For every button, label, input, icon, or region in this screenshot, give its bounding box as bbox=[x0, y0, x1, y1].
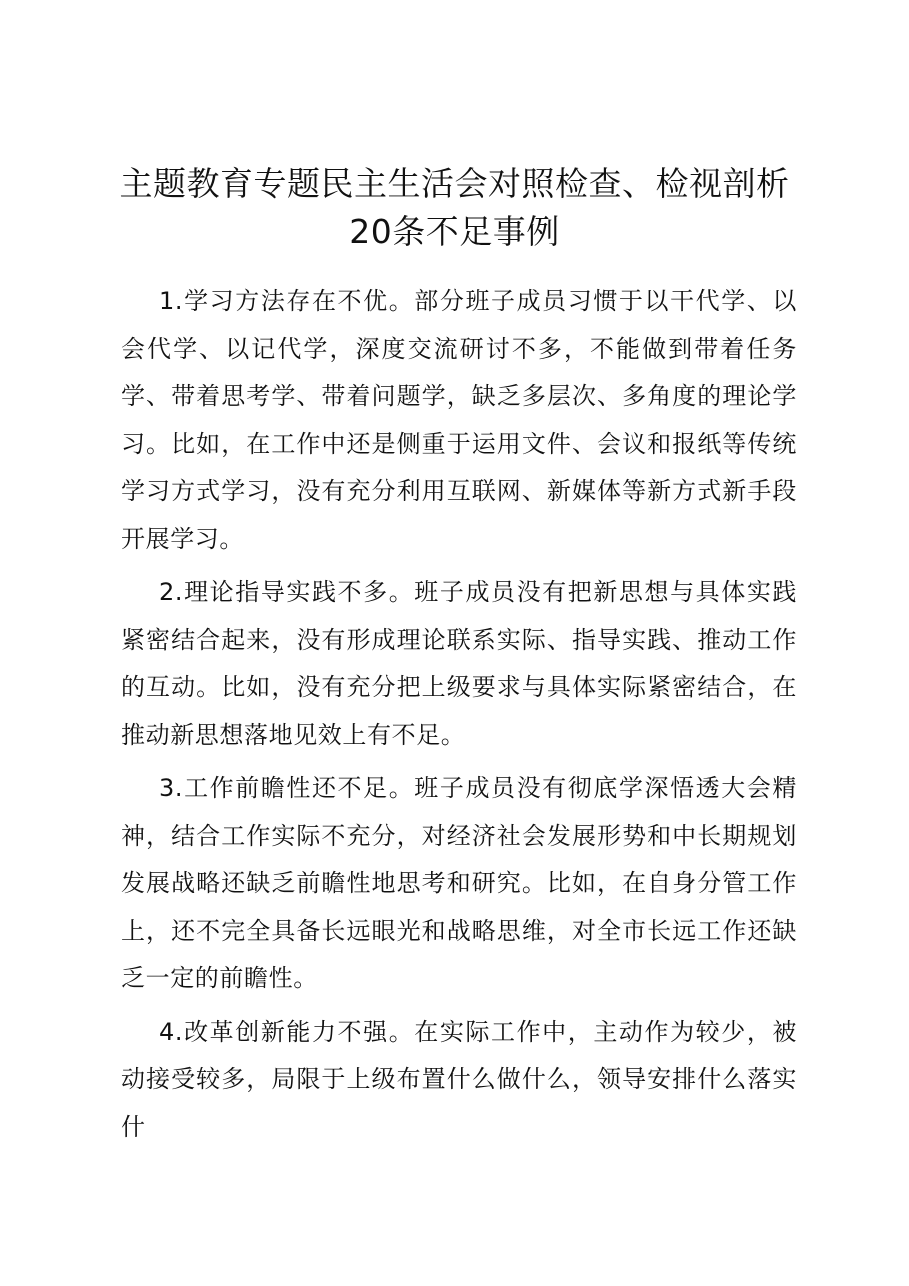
paragraph-2: 2.理论指导实践不多。班子成员没有把新思想与具体实践紧密结合起来，没有形成理论联系实际、指导实践、推动工作的互动。比如，没有充分把上级要求与具体实际紧密结合，在推动新思想落地见效上有不足。 bbox=[121, 578, 797, 749]
paragraph-4: 4.改革创新能力不强。在实际工作中，主动作为较少，被动接受较多，局限于上级布置什么做什么，领导安排什么落实什 bbox=[121, 1017, 797, 1141]
title-line-2: 20条不足事例 bbox=[349, 212, 560, 251]
document-title bbox=[100, 160, 809, 256]
title-line-1: 主题教育专题民主生活会对照检查、检视剖析 bbox=[119, 164, 790, 203]
paragraph-3: 3.工作前瞻性还不足。班子成员没有彻底学深悟透大会精神，结合工作实际不充分，对经济社会发展形势和中长期规划发展战略还缺乏前瞻性地思考和研究。比如，在自身分管工作上，还不完全具备长远眼光和战略思维，对全市长远工作还缺乏一定的前瞻性。 bbox=[121, 774, 797, 992]
document-body bbox=[121, 278, 797, 1157]
paragraph-1: 1.学习方法存在不优。部分班子成员习惯于以干代学、以会代学、以记代学，深度交流研讨不多，不能做到带着任务学、带着思考学、带着问题学，缺乏多层次、多角度的理论学习。比如，在工作中还是侧重于运用文件、会议和报纸等传统学习方式学习，没有充分利用互联网、新媒体等新方式新手段开展学习。 bbox=[121, 287, 797, 553]
